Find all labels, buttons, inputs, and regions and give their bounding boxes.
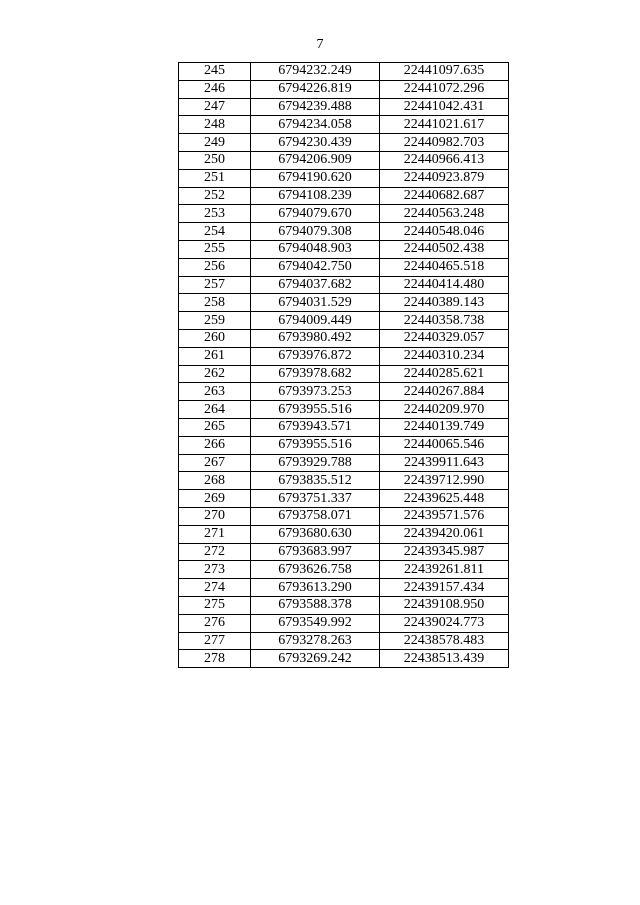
point-number-cell: 258 (179, 294, 251, 312)
y-coordinate-cell: 22440923.879 (380, 169, 509, 187)
x-coordinate-cell: 6793613.290 (251, 579, 380, 597)
point-number-cell: 251 (179, 169, 251, 187)
y-coordinate-cell: 22441072.296 (380, 80, 509, 98)
table-row (179, 401, 509, 419)
point-number-cell: 260 (179, 329, 251, 347)
table-row (179, 614, 509, 632)
x-coordinate-cell: 6794048.903 (251, 240, 380, 258)
table-row (179, 347, 509, 365)
y-coordinate-cell: 22439261.811 (380, 561, 509, 579)
table-row (179, 579, 509, 597)
point-number-cell: 274 (179, 579, 251, 597)
y-coordinate-cell: 22438513.439 (380, 650, 509, 668)
coordinates-table (178, 62, 509, 668)
table-row (179, 490, 509, 508)
y-coordinate-cell: 22440682.687 (380, 187, 509, 205)
y-coordinate-cell: 22441042.431 (380, 98, 509, 116)
x-coordinate-cell: 6793978.682 (251, 365, 380, 383)
table-row (179, 205, 509, 223)
x-coordinate-cell: 6793588.378 (251, 596, 380, 614)
table-row (179, 98, 509, 116)
x-coordinate-cell: 6793683.997 (251, 543, 380, 561)
point-number-cell: 269 (179, 490, 251, 508)
x-coordinate-cell: 6794031.529 (251, 294, 380, 312)
point-number-cell: 250 (179, 151, 251, 169)
x-coordinate-cell: 6793680.630 (251, 525, 380, 543)
point-number-cell: 252 (179, 187, 251, 205)
y-coordinate-cell: 22439157.434 (380, 579, 509, 597)
point-number-cell: 246 (179, 80, 251, 98)
y-coordinate-cell: 22439625.448 (380, 490, 509, 508)
x-coordinate-cell: 6794226.819 (251, 80, 380, 98)
x-coordinate-cell: 6793549.992 (251, 614, 380, 632)
point-number-cell: 253 (179, 205, 251, 223)
table-row (179, 276, 509, 294)
table-row (179, 454, 509, 472)
x-coordinate-cell: 6794079.308 (251, 223, 380, 241)
point-number-cell: 264 (179, 401, 251, 419)
point-number-cell: 277 (179, 632, 251, 650)
point-number-cell: 261 (179, 347, 251, 365)
table-row (179, 63, 509, 81)
table-row (179, 632, 509, 650)
x-coordinate-cell: 6794009.449 (251, 312, 380, 330)
point-number-cell: 257 (179, 276, 251, 294)
table-row (179, 258, 509, 276)
y-coordinate-cell: 22440502.438 (380, 240, 509, 258)
y-coordinate-cell: 22439420.061 (380, 525, 509, 543)
point-number-cell: 267 (179, 454, 251, 472)
x-coordinate-cell: 6794239.488 (251, 98, 380, 116)
point-number-cell: 255 (179, 240, 251, 258)
x-coordinate-cell: 6793758.071 (251, 507, 380, 525)
x-coordinate-cell: 6793751.337 (251, 490, 380, 508)
table-row (179, 436, 509, 454)
table-row (179, 543, 509, 561)
point-number-cell: 263 (179, 383, 251, 401)
page-number: 7 (316, 37, 324, 52)
x-coordinate-cell: 6793626.758 (251, 561, 380, 579)
point-number-cell: 254 (179, 223, 251, 241)
y-coordinate-cell: 22441021.617 (380, 116, 509, 134)
x-coordinate-cell: 6793976.872 (251, 347, 380, 365)
x-coordinate-cell: 6793278.263 (251, 632, 380, 650)
x-coordinate-cell: 6793269.242 (251, 650, 380, 668)
x-coordinate-cell: 6794232.249 (251, 63, 380, 81)
table-row (179, 294, 509, 312)
table-row (179, 134, 509, 152)
y-coordinate-cell: 22440329.057 (380, 329, 509, 347)
point-number-cell: 270 (179, 507, 251, 525)
y-coordinate-cell: 22439024.773 (380, 614, 509, 632)
x-coordinate-cell: 6793955.516 (251, 401, 380, 419)
y-coordinate-cell: 22439712.990 (380, 472, 509, 490)
x-coordinate-cell: 6794206.909 (251, 151, 380, 169)
table-row (179, 240, 509, 258)
table-row (179, 223, 509, 241)
point-number-cell: 276 (179, 614, 251, 632)
point-number-cell: 262 (179, 365, 251, 383)
y-coordinate-cell: 22439108.950 (380, 596, 509, 614)
table-row (179, 596, 509, 614)
table-row (179, 80, 509, 98)
point-number-cell: 273 (179, 561, 251, 579)
table-row (179, 169, 509, 187)
table-row (179, 472, 509, 490)
table-row (179, 650, 509, 668)
y-coordinate-cell: 22440358.738 (380, 312, 509, 330)
y-coordinate-cell: 22440414.480 (380, 276, 509, 294)
y-coordinate-cell: 22440548.046 (380, 223, 509, 241)
point-number-cell: 275 (179, 596, 251, 614)
x-coordinate-cell: 6793835.512 (251, 472, 380, 490)
y-coordinate-cell: 22440966.413 (380, 151, 509, 169)
y-coordinate-cell: 22440389.143 (380, 294, 509, 312)
x-coordinate-cell: 6794230.439 (251, 134, 380, 152)
y-coordinate-cell: 22440285.621 (380, 365, 509, 383)
table-row (179, 116, 509, 134)
point-number-cell: 248 (179, 116, 251, 134)
point-number-cell: 265 (179, 418, 251, 436)
x-coordinate-cell: 6793943.571 (251, 418, 380, 436)
y-coordinate-cell: 22440982.703 (380, 134, 509, 152)
x-coordinate-cell: 6794037.682 (251, 276, 380, 294)
y-coordinate-cell: 22440139.749 (380, 418, 509, 436)
y-coordinate-cell: 22439345.987 (380, 543, 509, 561)
table-row (179, 383, 509, 401)
point-number-cell: 266 (179, 436, 251, 454)
y-coordinate-cell: 22441097.635 (380, 63, 509, 81)
table-row (179, 525, 509, 543)
y-coordinate-cell: 22439911.643 (380, 454, 509, 472)
table-row (179, 151, 509, 169)
table-row (179, 561, 509, 579)
x-coordinate-cell: 6794190.620 (251, 169, 380, 187)
y-coordinate-cell: 22439571.576 (380, 507, 509, 525)
table-row (179, 329, 509, 347)
y-coordinate-cell: 22440310.234 (380, 347, 509, 365)
x-coordinate-cell: 6793973.253 (251, 383, 380, 401)
point-number-cell: 259 (179, 312, 251, 330)
table-row (179, 365, 509, 383)
point-number-cell: 247 (179, 98, 251, 116)
point-number-cell: 271 (179, 525, 251, 543)
table-row (179, 187, 509, 205)
x-coordinate-cell: 6794108.239 (251, 187, 380, 205)
point-number-cell: 256 (179, 258, 251, 276)
y-coordinate-cell: 22438578.483 (380, 632, 509, 650)
table-row (179, 418, 509, 436)
x-coordinate-cell: 6794042.750 (251, 258, 380, 276)
point-number-cell: 268 (179, 472, 251, 490)
y-coordinate-cell: 22440209.970 (380, 401, 509, 419)
point-number-cell: 249 (179, 134, 251, 152)
x-coordinate-cell: 6794079.670 (251, 205, 380, 223)
x-coordinate-cell: 6793980.492 (251, 329, 380, 347)
point-number-cell: 245 (179, 63, 251, 81)
table-row (179, 312, 509, 330)
y-coordinate-cell: 22440267.884 (380, 383, 509, 401)
coordinates-table-body (179, 63, 509, 668)
y-coordinate-cell: 22440065.546 (380, 436, 509, 454)
y-coordinate-cell: 22440465.518 (380, 258, 509, 276)
x-coordinate-cell: 6793955.516 (251, 436, 380, 454)
table-row (179, 507, 509, 525)
x-coordinate-cell: 6794234.058 (251, 116, 380, 134)
point-number-cell: 278 (179, 650, 251, 668)
point-number-cell: 272 (179, 543, 251, 561)
x-coordinate-cell: 6793929.788 (251, 454, 380, 472)
y-coordinate-cell: 22440563.248 (380, 205, 509, 223)
